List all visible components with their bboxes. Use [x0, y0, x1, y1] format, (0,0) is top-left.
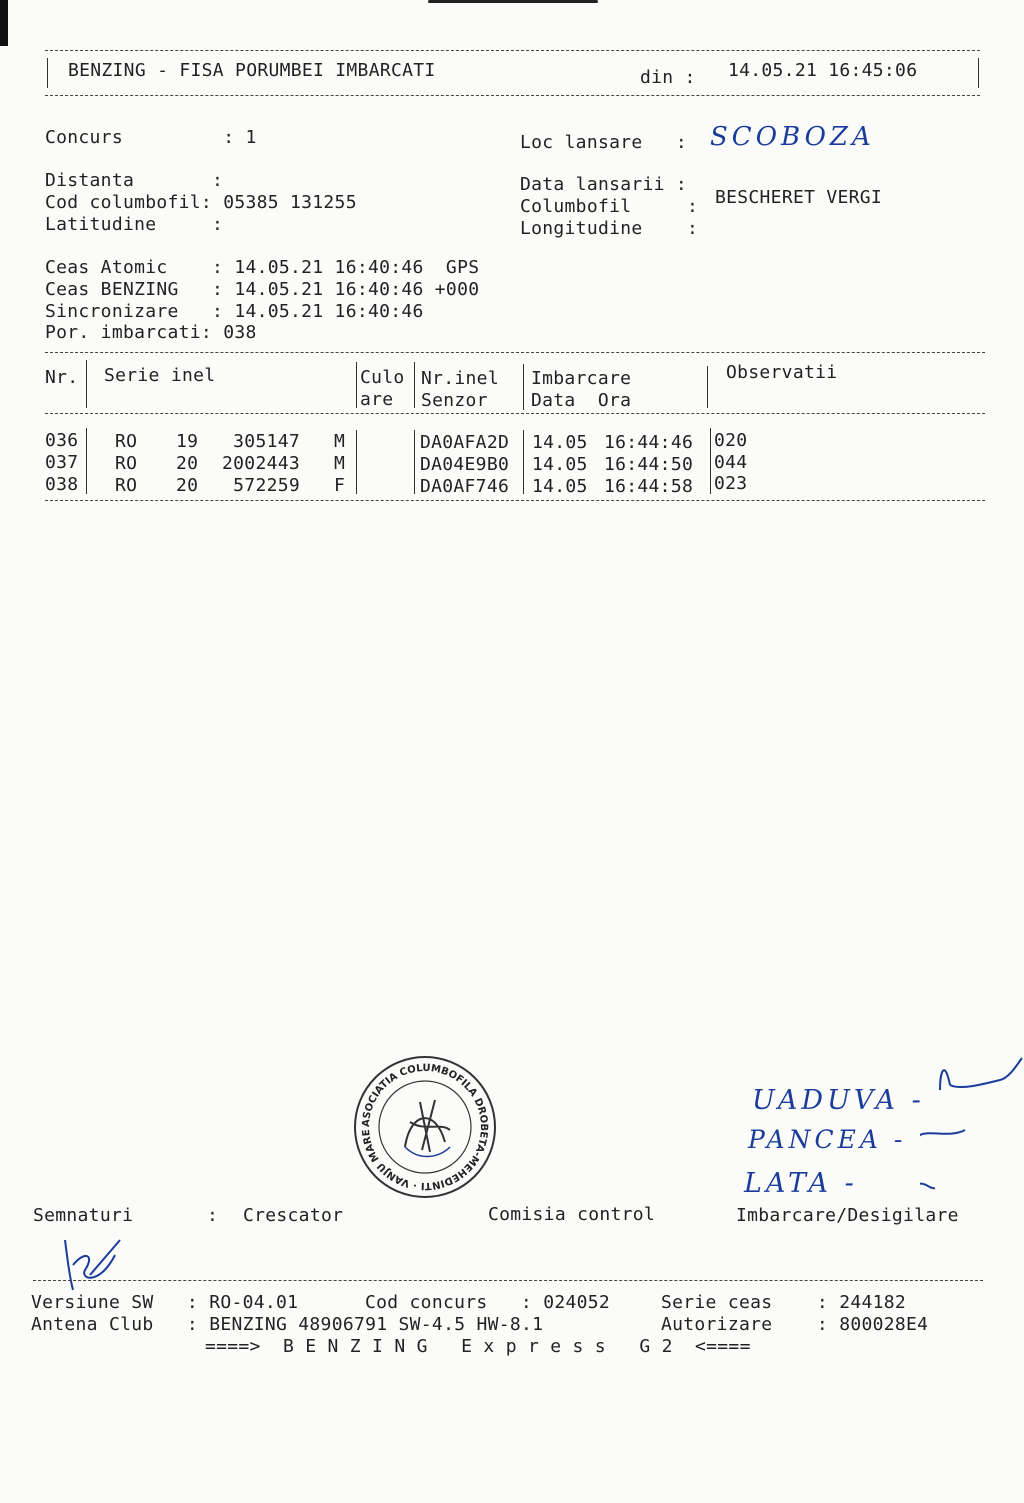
- col-header-nr-inel: Nr.inel: [421, 368, 499, 389]
- cell-an: 20: [176, 475, 199, 496]
- benzing-express-banner: ====> B E N Z I N G E x p r e s s G 2 <====: [205, 1336, 751, 1357]
- autorizare-line: Autorizare : 800028E4: [661, 1314, 929, 1335]
- scan-top-mark: [428, 0, 598, 3]
- latitudine-field: Latitudine :: [45, 214, 224, 235]
- cell-an: 19: [176, 431, 199, 452]
- longitudine-field: Longitudine :: [520, 218, 699, 239]
- col-header-nr: Nr.: [45, 367, 79, 388]
- comisia-control-label: Comisia control: [488, 1204, 656, 1225]
- table-bottom-rule: [45, 500, 985, 501]
- cell-nr: 038: [45, 474, 79, 495]
- ceas-benzing-line: Ceas BENZING : 14.05.21 16:40:46 +000: [45, 279, 480, 300]
- club-stamp: [350, 1052, 500, 1202]
- document-title: BENZING - FISA PORUMBEI IMBARCATI: [68, 60, 436, 81]
- cell-serie: 572259: [233, 475, 300, 496]
- col-header-senzor: Senzor: [421, 390, 488, 411]
- crescator-signature: [55, 1235, 130, 1295]
- cell-sex: F: [334, 475, 346, 496]
- cell-sex: M: [334, 453, 346, 474]
- col-header-culoare: Culo: [360, 367, 405, 388]
- handwritten-name-2: PANCEA -: [748, 1125, 907, 1154]
- scan-edge-mark: [0, 0, 8, 46]
- cod-concurs-line: Cod concurs : 024052: [365, 1292, 611, 1313]
- cell-observatii: 023: [714, 473, 748, 494]
- col-header-data-ora: Data Ora: [531, 390, 632, 411]
- cell-ora: 16:44:50: [604, 454, 694, 475]
- concurs-field: Concurs : 1: [45, 127, 257, 148]
- footer-rule: [33, 1280, 983, 1281]
- cell-nr: 036: [45, 430, 79, 451]
- cell-senzor: DA0AFA2D: [420, 432, 510, 453]
- antena-club-line: Antena Club : BENZING 48906791 SW-4.5 HW-8.1: [31, 1314, 544, 1335]
- cell-ora: 16:44:58: [604, 476, 694, 497]
- loc-lansare-label: Loc lansare :: [520, 132, 688, 153]
- cell-data: 14.05: [532, 432, 588, 453]
- cell-senzor: DA0AF746: [420, 476, 510, 497]
- sincronizare-line: Sincronizare : 14.05.21 16:40:46: [45, 301, 424, 322]
- print-timestamp: 14.05.21 16:45:06: [728, 60, 918, 81]
- col-header-serie: Serie inel: [104, 365, 216, 386]
- cell-serie: 305147: [233, 431, 300, 452]
- din-label: din :: [640, 67, 696, 88]
- columbofil-name: BESCHERET VERGI: [715, 187, 883, 208]
- semnaturi-label: Semnaturi: [33, 1205, 134, 1226]
- handwritten-signatures: [920, 1050, 1024, 1210]
- col-header-observatii: Observatii: [726, 362, 838, 383]
- cell-serie: 2002443: [222, 453, 300, 474]
- versiune-sw-line: Versiune SW : RO-04.01: [31, 1292, 299, 1313]
- table-header-rule: [45, 413, 985, 414]
- cell-data: 14.05: [532, 476, 588, 497]
- cell-sex: M: [334, 431, 346, 452]
- cell-ora: 16:44:46: [604, 432, 694, 453]
- imbarcare-desigilare-label: Imbarcare/Desigilare: [736, 1205, 959, 1226]
- cell-tara: RO: [115, 431, 138, 452]
- cell-tara: RO: [115, 475, 138, 496]
- handwritten-name-3: LATA -: [744, 1168, 858, 1199]
- cell-observatii: 020: [714, 430, 748, 451]
- ceas-atomic-line: Ceas Atomic : 14.05.21 16:40:46 GPS: [45, 257, 480, 278]
- porumbei-imbarcati-count: Por. imbarcati: 038: [45, 322, 257, 343]
- col-header-imbarcare: Imbarcare: [531, 368, 632, 389]
- cell-tara: RO: [115, 453, 138, 474]
- distanta-field: Distanta :: [45, 170, 224, 191]
- table-top-rule: [45, 352, 985, 353]
- cell-observatii: 044: [714, 452, 748, 473]
- stamp-text: ASOCIATIA COLUMBOFILA DROBETA-MEHEDINTI · VANJU MARE: [360, 1062, 490, 1192]
- cell-data: 14.05: [532, 454, 588, 475]
- cell-nr: 037: [45, 452, 79, 473]
- col-header-culoare-2: are: [360, 389, 394, 410]
- semnaturi-colon: :: [207, 1205, 219, 1226]
- cod-columbofil-field: Cod columbofil: 05385 131255: [45, 192, 357, 213]
- handwritten-name-1: UADUVA -: [752, 1085, 925, 1116]
- columbofil-label: Columbofil :: [520, 196, 699, 217]
- crescator-label: Crescator: [243, 1205, 344, 1226]
- loc-lansare-handwritten: SCOBOZA: [710, 122, 875, 152]
- serie-ceas-line: Serie ceas : 244182: [661, 1292, 907, 1313]
- data-lansarii-field: Data lansarii :: [520, 174, 688, 195]
- cell-an: 20: [176, 453, 199, 474]
- cell-senzor: DA04E9B0: [420, 454, 510, 475]
